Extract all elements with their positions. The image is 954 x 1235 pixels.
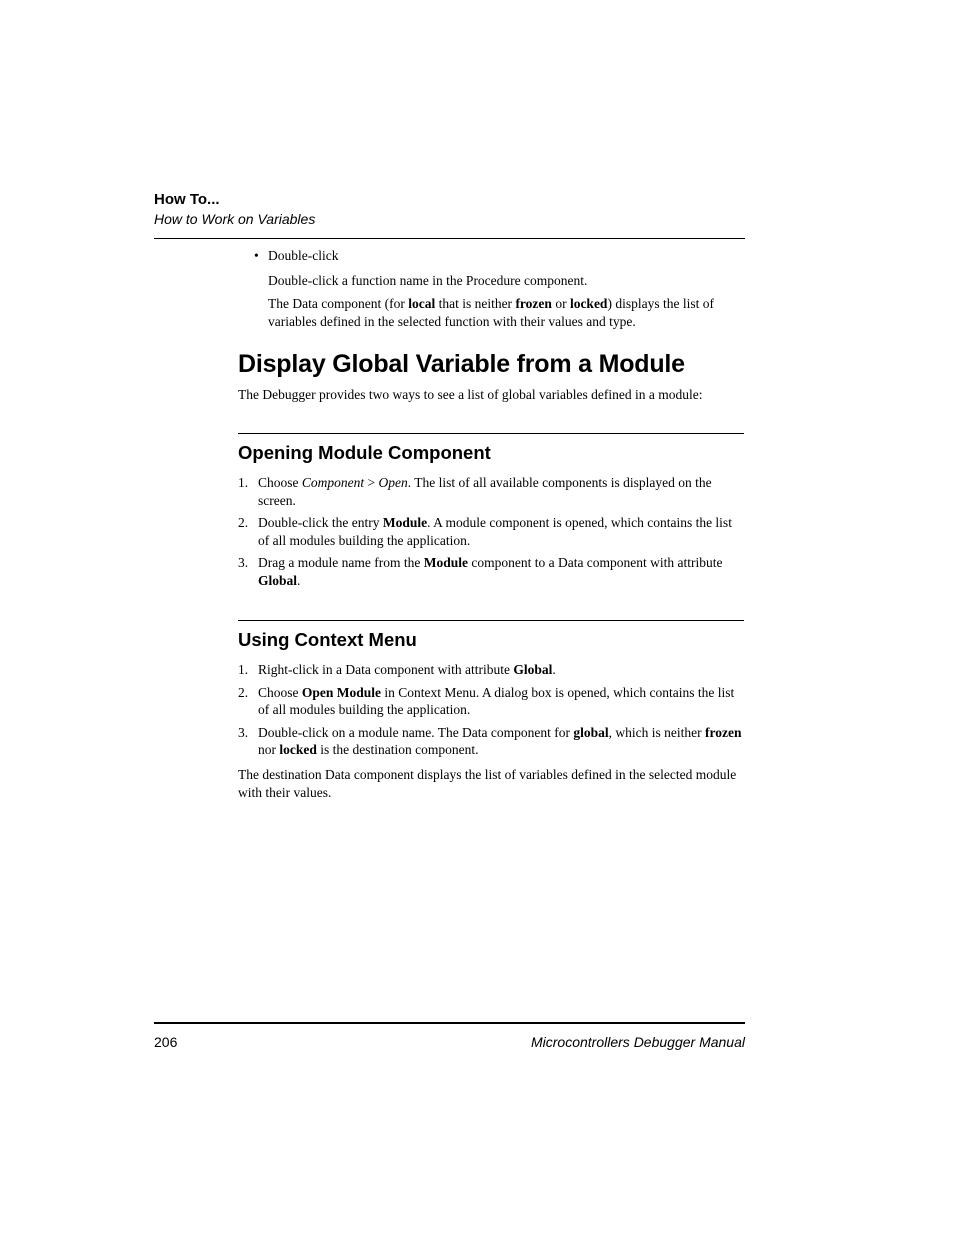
step-list — [238, 474, 744, 594]
section-heading: Display Global Variable from a Module — [238, 350, 685, 378]
bullet-icon: • — [254, 248, 259, 263]
subsection-heading: Opening Module Component — [238, 442, 491, 463]
step-list — [238, 661, 744, 764]
subsection-heading: Using Context Menu — [238, 629, 417, 650]
list-item: 3. Drag a module name from the Module component to a Data component with attribute Global. — [238, 555, 723, 588]
paragraph-double-click: Double-click a function name in the Procedure component. — [268, 273, 588, 288]
subsection-rule — [238, 433, 744, 434]
running-header-section: How To... — [154, 191, 220, 208]
manual-title: Microcontrollers Debugger Manual — [531, 1034, 745, 1050]
closing-paragraph: The destination Data component displays the list of variables defined in the selected module with their values. — [238, 767, 737, 800]
list-item: 1. Choose Component > Open. The list of all available components is displayed on the screen. — [238, 475, 712, 508]
bullet-item — [254, 248, 338, 264]
footer-rule — [154, 1022, 745, 1024]
list-item: 2. Choose Open Module in Context Menu. A dialog box is opened, which contains the list of all modules building the application. — [238, 684, 735, 717]
list-item: 3. Double-click on a module name. The Data component for global, which is neither frozen nor locked is the destination component. — [238, 724, 742, 757]
bullet-text: Double-click — [268, 248, 339, 263]
list-item: 2. Double-click the entry Module. A module component is opened, which contains the list of all modules building the application. — [238, 515, 732, 548]
subsection-rule — [238, 620, 744, 621]
page-number: 206 — [154, 1034, 178, 1050]
section-intro: The Debugger provides two ways to see a list of global variables defined in a module: — [238, 387, 703, 402]
paragraph-data-component: The Data component (for local that is neither frozen or locked) displays the list of variables defined in the selected function with their values and type. — [268, 296, 714, 329]
header-rule — [154, 238, 745, 239]
list-item: 1. Right-click in a Data component with attribute Global. — [238, 662, 556, 677]
running-header-subsection: How to Work on Variables — [154, 211, 316, 227]
